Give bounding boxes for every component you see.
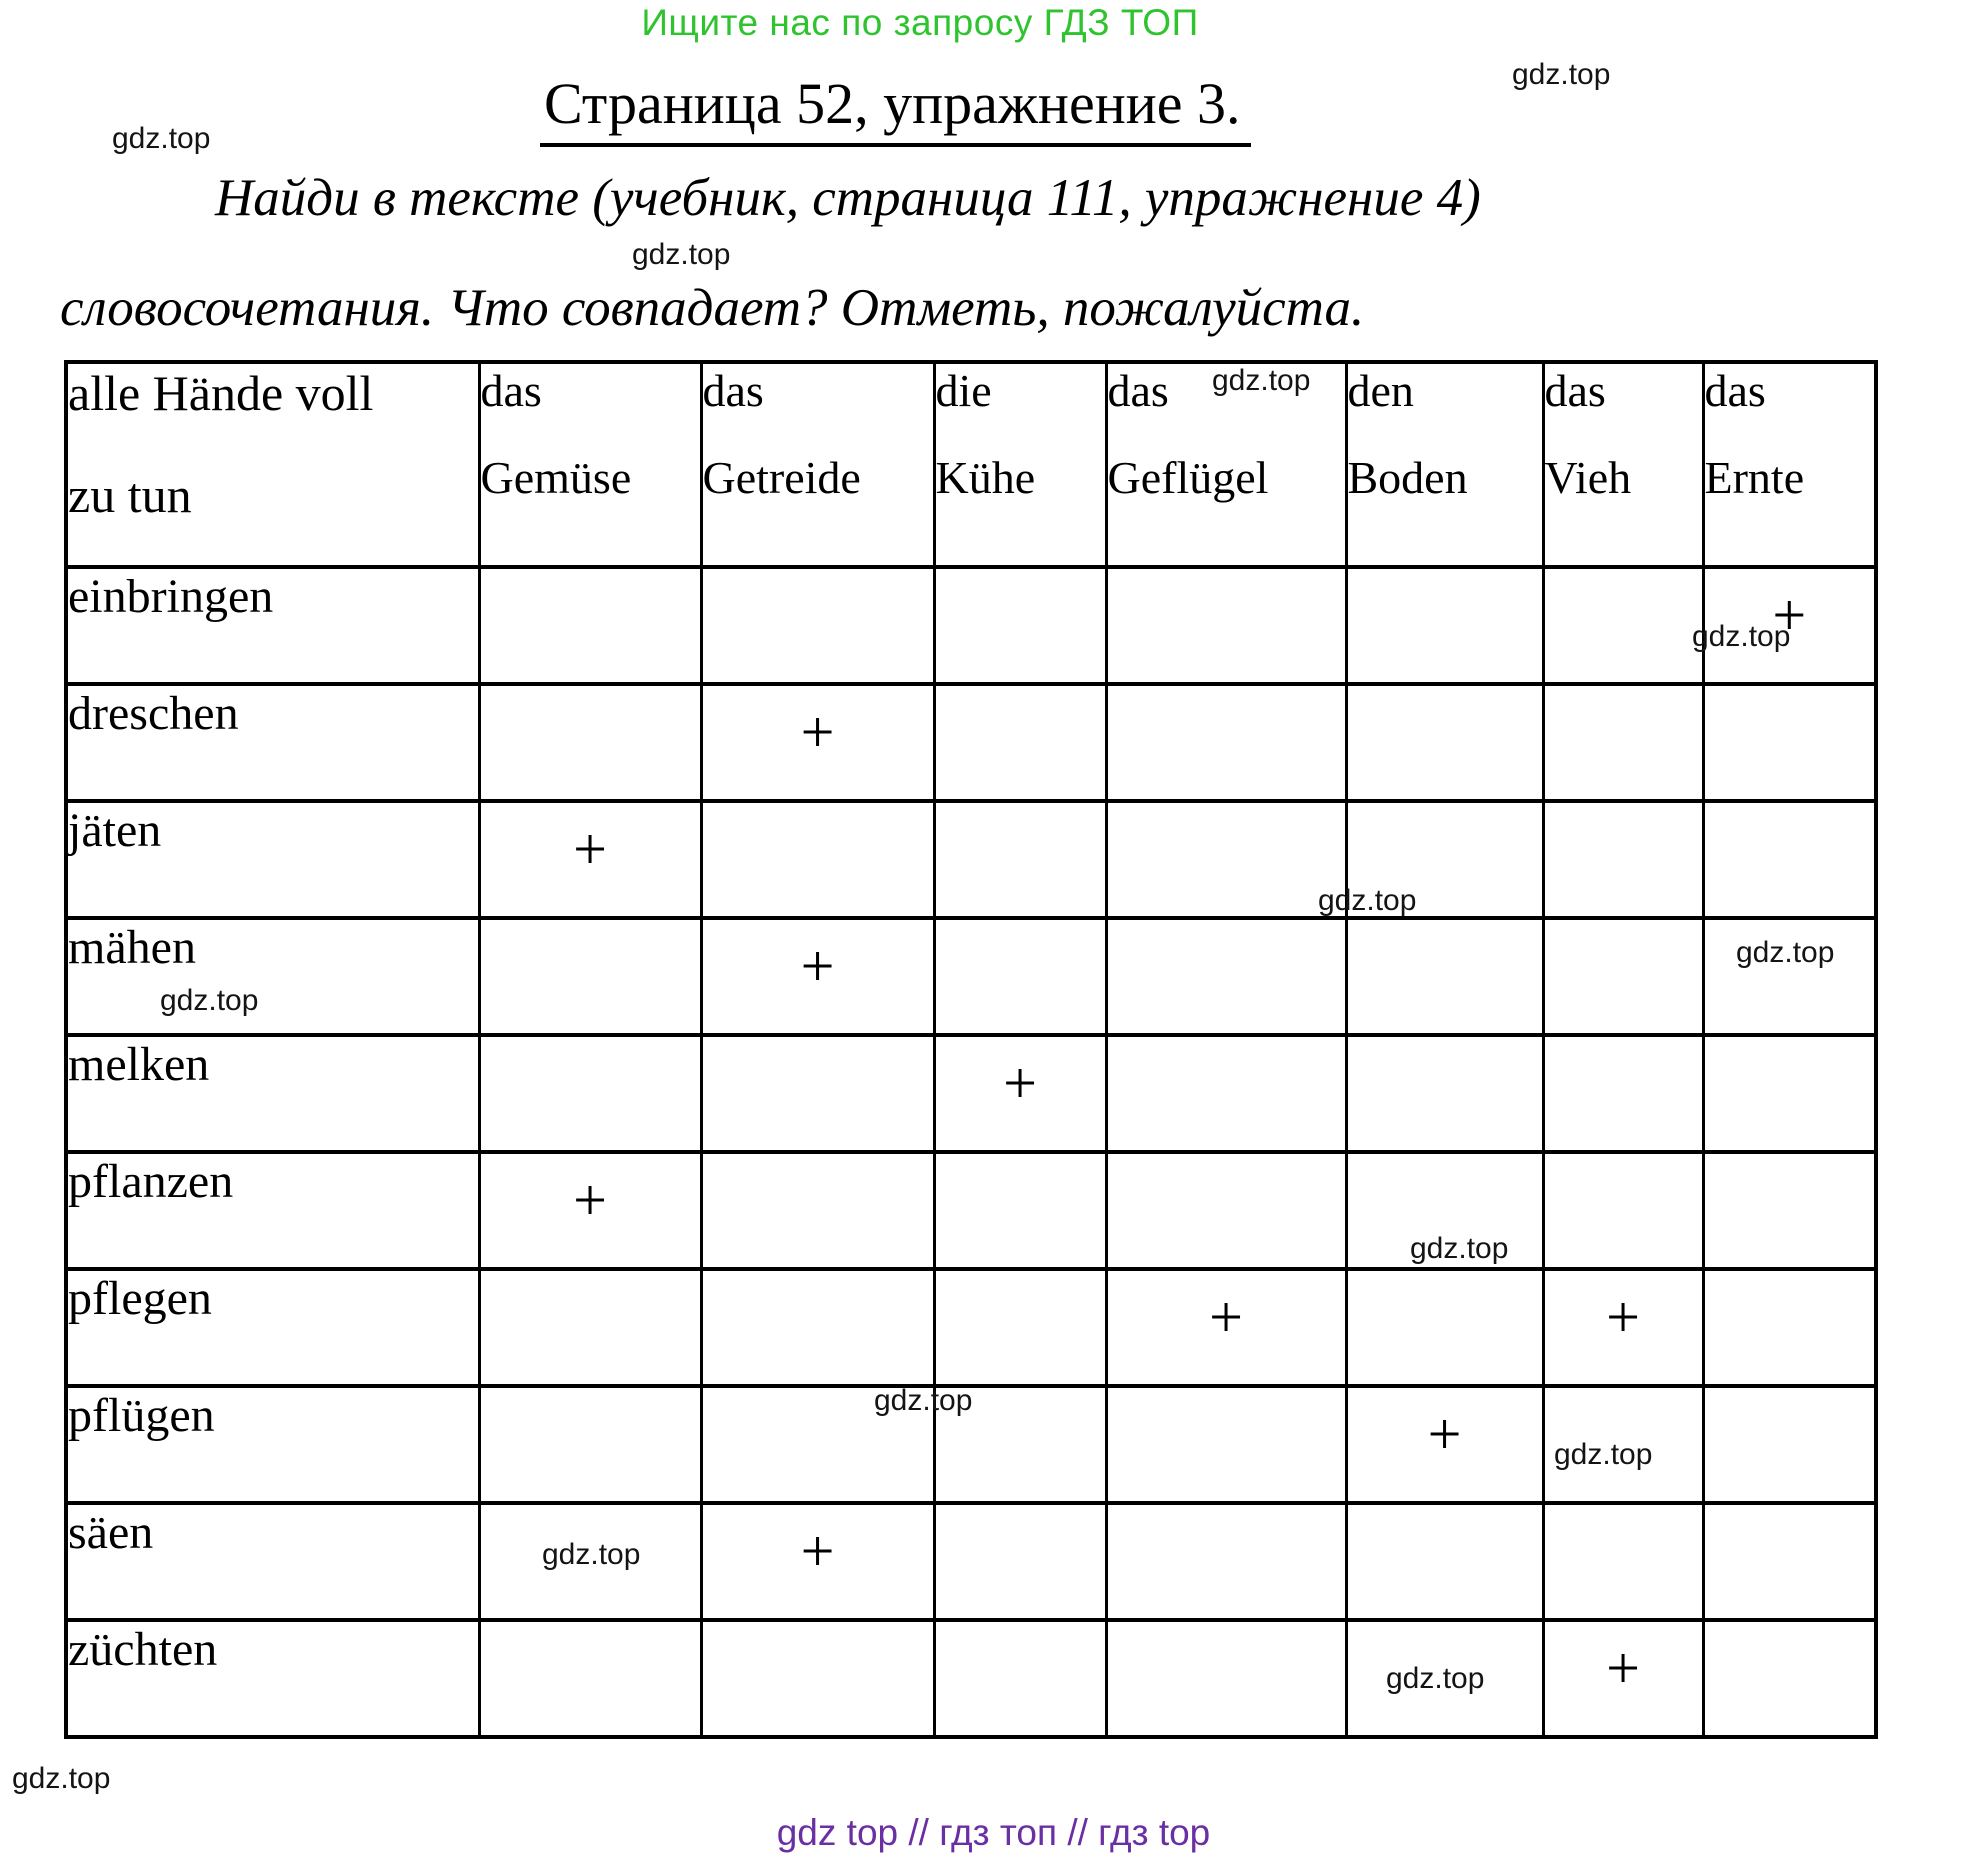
empty-cell bbox=[934, 1503, 1106, 1620]
column-header-4 bbox=[1346, 362, 1543, 567]
empty-cell bbox=[1543, 918, 1703, 1035]
empty-cell bbox=[934, 1269, 1106, 1386]
mark-cell bbox=[479, 1152, 701, 1269]
article-label: das bbox=[1704, 365, 1766, 416]
verb-label: dreschen bbox=[66, 684, 479, 801]
watermark: gdz.top bbox=[1512, 58, 1611, 91]
column-header-5 bbox=[1543, 362, 1703, 567]
corner-header-line2: zu tun bbox=[68, 467, 192, 523]
article-label: das bbox=[1544, 365, 1606, 416]
mark-cell bbox=[479, 801, 701, 918]
article-label: das bbox=[1107, 365, 1169, 416]
plus-mark: + bbox=[1606, 1284, 1640, 1350]
plus-mark: + bbox=[1003, 1050, 1037, 1116]
empty-cell bbox=[701, 1269, 934, 1386]
footer-links: gdz top // гдз топ // гдз top bbox=[776, 1812, 1211, 1853]
empty-cell bbox=[1106, 1620, 1346, 1737]
empty-cell bbox=[479, 567, 701, 684]
empty-cell bbox=[1703, 1152, 1876, 1269]
noun-label: Vieh bbox=[1544, 452, 1632, 503]
mark-cell bbox=[1106, 1269, 1346, 1386]
noun-label: Gemüse bbox=[480, 452, 632, 503]
corner-header bbox=[66, 362, 479, 567]
empty-cell bbox=[934, 567, 1106, 684]
empty-cell bbox=[1703, 1503, 1876, 1620]
verb-label: pflügen bbox=[66, 1386, 479, 1503]
empty-cell bbox=[1106, 801, 1346, 918]
empty-cell bbox=[1346, 684, 1543, 801]
empty-cell bbox=[479, 1386, 701, 1503]
empty-cell bbox=[1703, 684, 1876, 801]
mark-cell bbox=[1543, 1269, 1703, 1386]
empty-cell bbox=[1346, 1503, 1543, 1620]
empty-cell bbox=[1106, 1152, 1346, 1269]
empty-cell bbox=[1543, 1503, 1703, 1620]
mark-cell bbox=[701, 1503, 934, 1620]
mark-cell bbox=[701, 918, 934, 1035]
column-header-6 bbox=[1703, 362, 1876, 567]
verb-label: jäten bbox=[66, 801, 479, 918]
empty-cell bbox=[1106, 1386, 1346, 1503]
empty-cell bbox=[1346, 567, 1543, 684]
empty-cell bbox=[934, 1620, 1106, 1737]
verb-label: einbringen bbox=[66, 567, 479, 684]
noun-label: Kühe bbox=[935, 452, 1036, 503]
empty-cell bbox=[934, 918, 1106, 1035]
table-head-row bbox=[66, 362, 1876, 567]
empty-cell bbox=[701, 567, 934, 684]
verb-label: pflegen bbox=[66, 1269, 479, 1386]
plus-mark: + bbox=[1209, 1284, 1243, 1350]
empty-cell bbox=[479, 1035, 701, 1152]
mark-cell bbox=[1543, 1620, 1703, 1737]
watermark: gdz.top bbox=[542, 1538, 641, 1571]
table-row-9 bbox=[66, 1620, 1876, 1737]
empty-cell bbox=[934, 1152, 1106, 1269]
table-row-4 bbox=[66, 1035, 1876, 1152]
article-label: das bbox=[702, 365, 764, 416]
empty-cell bbox=[701, 801, 934, 918]
table-row-1 bbox=[66, 684, 1876, 801]
empty-cell bbox=[1543, 1035, 1703, 1152]
promo-banner: Ищите нас по запросу ГДЗ ТОП bbox=[641, 2, 1199, 43]
empty-cell bbox=[1543, 684, 1703, 801]
watermark: gdz.top bbox=[1692, 620, 1791, 653]
empty-cell bbox=[1543, 801, 1703, 918]
watermark: gdz.top bbox=[112, 122, 211, 155]
table-body bbox=[66, 567, 1876, 1737]
watermark: gdz.top bbox=[1554, 1438, 1653, 1471]
column-header-2 bbox=[934, 362, 1106, 567]
article-label: das bbox=[480, 365, 542, 416]
table-row-0 bbox=[66, 567, 1876, 684]
noun-label: Getreide bbox=[702, 452, 861, 503]
table-row-5 bbox=[66, 1152, 1876, 1269]
plus-mark: + bbox=[800, 1518, 835, 1584]
table-row-2 bbox=[66, 801, 1876, 918]
empty-cell bbox=[1106, 684, 1346, 801]
empty-cell bbox=[701, 1620, 934, 1737]
empty-cell bbox=[1543, 567, 1703, 684]
empty-cell bbox=[479, 1269, 701, 1386]
corner-header-line1: alle Hände voll bbox=[68, 365, 374, 421]
column-header-0 bbox=[479, 362, 701, 567]
empty-cell bbox=[1346, 918, 1543, 1035]
empty-cell bbox=[1703, 1620, 1876, 1737]
watermark: gdz.top bbox=[12, 1762, 111, 1795]
mark-cell bbox=[1346, 1386, 1543, 1503]
mark-cell bbox=[701, 684, 934, 801]
empty-cell bbox=[1703, 1386, 1876, 1503]
noun-label: Boden bbox=[1347, 452, 1468, 503]
watermark: gdz.top bbox=[1386, 1662, 1485, 1695]
column-header-1 bbox=[701, 362, 934, 567]
watermark: gdz.top bbox=[1318, 884, 1417, 917]
table-row-6 bbox=[66, 1269, 1876, 1386]
empty-cell bbox=[1346, 1035, 1543, 1152]
noun-label: Geflügel bbox=[1107, 452, 1269, 503]
plus-mark: + bbox=[800, 699, 835, 765]
empty-cell bbox=[1106, 1035, 1346, 1152]
instruction-line-1: Найди в тексте (учебник, страница 111, упражнение 4) bbox=[215, 169, 1481, 227]
empty-cell bbox=[1106, 918, 1346, 1035]
verb-label: mähen bbox=[66, 918, 479, 1035]
empty-cell bbox=[1703, 1035, 1876, 1152]
verb-label: pflanzen bbox=[66, 1152, 479, 1269]
plus-mark: + bbox=[1427, 1401, 1462, 1467]
article-label: den bbox=[1347, 365, 1414, 416]
verb-label: säen bbox=[66, 1503, 479, 1620]
plus-mark: + bbox=[1606, 1635, 1640, 1701]
verb-label: melken bbox=[66, 1035, 479, 1152]
empty-cell bbox=[1703, 1269, 1876, 1386]
watermark: gdz.top bbox=[1736, 936, 1835, 969]
plus-mark: + bbox=[1772, 582, 1807, 648]
matching-table bbox=[64, 360, 1878, 1739]
article-label: die bbox=[935, 365, 992, 416]
empty-cell bbox=[701, 1152, 934, 1269]
empty-cell bbox=[479, 1620, 701, 1737]
watermark: gdz.top bbox=[1410, 1232, 1509, 1265]
table-row-3 bbox=[66, 918, 1876, 1035]
empty-cell bbox=[479, 918, 701, 1035]
empty-cell bbox=[1106, 1503, 1346, 1620]
table-row-8 bbox=[66, 1503, 1876, 1620]
watermark: gdz.top bbox=[632, 238, 731, 271]
watermark: gdz.top bbox=[160, 984, 259, 1017]
plus-mark: + bbox=[573, 1167, 607, 1233]
empty-cell bbox=[934, 801, 1106, 918]
watermark: gdz.top bbox=[1212, 364, 1311, 397]
empty-cell bbox=[1703, 801, 1876, 918]
empty-cell bbox=[1106, 567, 1346, 684]
verb-label: züchten bbox=[66, 1620, 479, 1737]
empty-cell bbox=[1543, 1152, 1703, 1269]
empty-cell bbox=[479, 684, 701, 801]
empty-cell bbox=[1346, 1269, 1543, 1386]
page-title: Страница 52, упражнение 3. bbox=[540, 70, 1251, 147]
empty-cell bbox=[701, 1035, 934, 1152]
watermark: gdz.top bbox=[874, 1384, 973, 1417]
mark-cell bbox=[934, 1035, 1106, 1152]
plus-mark: + bbox=[800, 933, 835, 999]
noun-label: Ernte bbox=[1704, 452, 1805, 503]
instruction-line-2: словосочетания. Что совпадает? Отметь, пожалуйста. bbox=[60, 279, 1365, 337]
plus-mark: + bbox=[573, 816, 607, 882]
empty-cell bbox=[934, 684, 1106, 801]
